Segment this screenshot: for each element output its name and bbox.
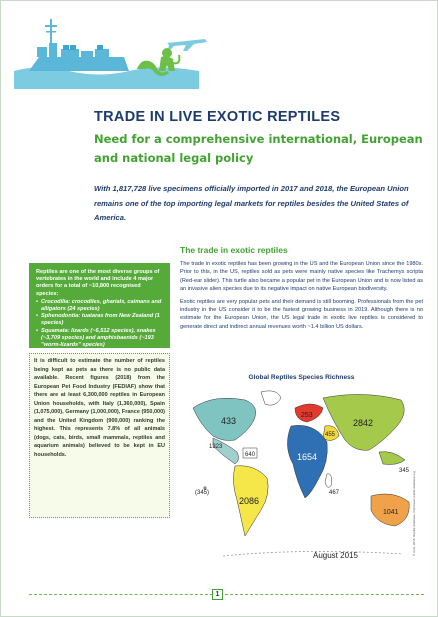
ship-icon [29,19,129,71]
list-item: • Sphenodontia: tuataras from New Zealand (1 species) [36,313,163,327]
map-credit: © Uetz, 2015. Reptile database, http://www.reptile-database.org [412,471,416,556]
map-label: 2842 [353,418,374,428]
species-info-lead: Reptiles are one of the most diverse groups of vertebrates in the world and include 4 major orders for a total of ~10,800 recognised species: [36,269,160,297]
page-subtitle: Need for a comprehensive international, European and national legal policy [94,132,423,165]
paragraph: Exotic reptiles are very popular pets and their demand is still booming. Professionals from the pet industry in the US consider it to be the fastest growing business in 2019. Although there is no estimate for the European Union, the US legal trade in exotic live reptiles is considered to generate direct and indirect annual revenues worth ~1.4 billion US dollars. [180,298,423,330]
map-label: 1323 [209,444,223,450]
map-label: 2086 [239,496,260,506]
section-body [180,260,423,331]
map-label: 433 [221,416,237,426]
page-title: TRADE IN LIVE EXOTIC REPTILES [94,109,341,125]
footer-rule [29,594,424,595]
page-number: 1 [212,589,223,600]
map-label: 455 [325,432,336,438]
map-label: 253 [301,412,313,419]
intro-text: With 1,817,728 live specimens officially imported in 2017 and 2018, the European Union remains one of the top importing legal markets for reptiles besides the United States of America. [94,184,409,222]
map-title: Global Reptiles Species Richness [248,374,355,381]
species-info-box [29,263,170,348]
list-item: • Squamata: lizards (~6,512 species), snakes (~3,709 species) and amphisbaenids (~193 "worm-lizards" species) [36,328,163,350]
map-label: 467 [329,490,340,496]
species-richness-map [183,386,421,564]
map-label: (345) [195,490,210,496]
list-item: • Crocodilia: crocodiles, gharials, caimans and alligators (24 species) [36,299,163,313]
map-label: 345 [399,468,410,474]
map-label: 1041 [383,509,399,516]
crates-icon [63,45,103,50]
paragraph: The trade in exotic reptiles has been growing in the US and the European Union since the 1980s. Prior to this, in the US, reptiles sold as pets were mainly native species like Trachemys scripta (Red-ear slider). This turtle also became a popular pet in the European Union and is now listed as an invasive alien species due to its negative impact on native European biodiversity. [180,261,423,293]
section-title: The trade in exotic reptiles [180,245,288,255]
map-label: 1654 [297,452,318,462]
airplane-icon [167,39,207,51]
species-list [36,299,163,357]
monkey-icon [159,48,179,71]
banner-illustration [9,9,209,89]
pet-statistics-box: It is difficult to estimate the number of reptiles being kept as pets as there is no public data available. Recent figures (2018) from the European Pet Food Industry (FEDIAF) show that there are at least 6,300,000 reptiles in European Union households, with Italy (1,360,000), Spain (1,075,000), Germany (1,000,000), France (950,000) and the United Kingdom (900,000) ranking the highest. This represents 7.8% of all animals (dogs, cats, birds, small mammals, reptiles and aquarium animals) believed to be kept in EU households. [29,353,170,518]
map-label: 640 [245,452,256,458]
map-date-label: August 2015 [313,551,358,560]
